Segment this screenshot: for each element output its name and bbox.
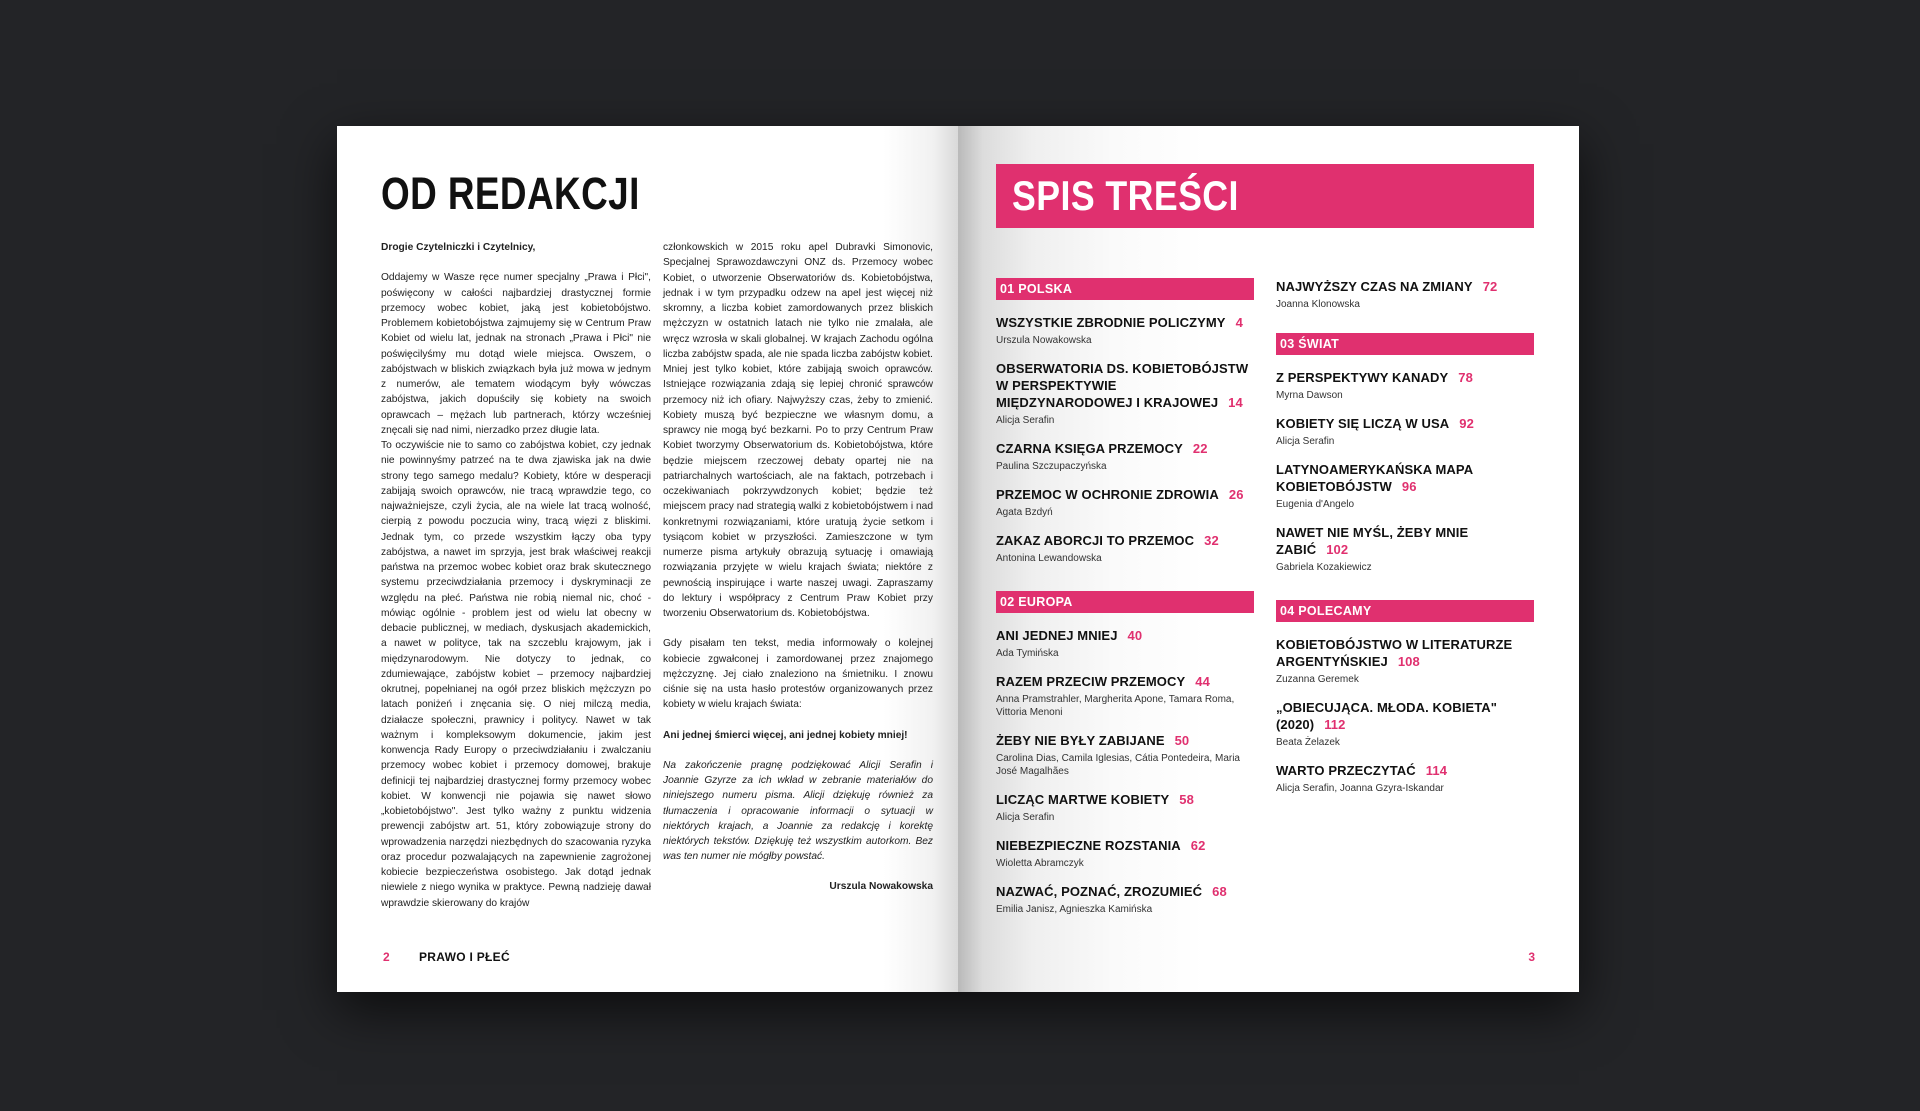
toc-entry-title: NAWET NIE MYŚL, ŻEBY MNIE ZABIĆ bbox=[1276, 525, 1469, 557]
toc-entry-page: 14 bbox=[1228, 395, 1243, 410]
toc-entry-title: OBSERWATORIA DS. KOBIETOBÓJSTW W PERSPEKTYWIE MIĘDZYNARODOWEJ I KRAJOWEJ bbox=[996, 361, 1249, 410]
page-number: 2 bbox=[383, 950, 390, 964]
toc-entry-page: 62 bbox=[1190, 838, 1206, 853]
acknowledgements: Na zakończenie pragnę podziękować Alicji Serafin i Joannie Gzyrze za ich wkład w zebranie materiałów do niniejszego numeru pisma. Alicji dziękuję również za tłumaczenia i opracowanie informacji o sytuacji w niektórych krajach, a Joannie za redakcję i korektę niektórych tekstów. Dziękuję też wszystkim autorkom. Bez was ten numer nie mógłby powstać. bbox=[663, 759, 933, 863]
toc-column-2 bbox=[1276, 278, 1534, 808]
toc-entry-author: Eugenia d'Angelo bbox=[1276, 499, 1355, 510]
toc-entry-title-line bbox=[1276, 699, 1534, 733]
toc-entry-title: NAJWYŻSZY CZAS NA ZMIANY bbox=[1276, 279, 1473, 294]
toc-entry-title: CZARNA KSIĘGA PRZEMOCY bbox=[996, 441, 1183, 456]
toc-entry-title-line bbox=[996, 627, 1254, 644]
toc-entry-title-line bbox=[996, 314, 1254, 331]
toc-entry-author: Beata Żelazek bbox=[1276, 737, 1340, 748]
magazine-spread bbox=[337, 126, 1579, 992]
toc-entry-title-line bbox=[996, 837, 1254, 854]
toc-entry-title: „OBIECUJĄCA. MŁODA. KOBIETA" (2020) bbox=[1276, 700, 1498, 732]
toc-entry-author: Antonina Lewandowska bbox=[996, 553, 1102, 564]
paragraph: To oczywiście nie to samo co zabójstwa kobiet, czy jednak nie powinnyśmy patrzeć na te dwa zjawiska jak na dwie strony tego samego medalu? Kobiety, które w desperacji zabijają swoich oprawców, nie tracą wprawdzie tego, co najważniejsze, czyli życia, ale na wiele lat tracą wolność, cierpią z powodu poczucia winy, tracą więzi z bliskimi. Jednak tym, co przede wszystkim łączy oba typy zabójstwa, a nawet im sprzyja, jest brak właściwej reakcji państwa na przemoc wobec kobiet oraz brak skutecznego systemu przeciwdziałania przemocy i dyskryminacji ze względu na płeć. Państwa nie robią niemal nic, choć - mówiąc ogólnie - problem jest od wielu lat obecny w debacie publicznej, w mediach, dyskusjach akademickich, a nawet w polityce, tak na szczeblu krajowym, jak i międzynarodowym. Nie dotyczy to jednak, co zdumiewające, zabójstw kobiet – przemocy najbardziej okrutnej, popełnianej na ogół przez bliskich mężczyzn po latach poniżeń i znęcania się. O niej milczą media, działacze społeczni, prawnicy i politycy. Nawet w tak ważnym i kompleksowym dokumencie, jakim jest konwencja Rady Europy o przeciwdziałaniu i zwalczaniu przemocy wobec kobiet i przemocy domowej, brakuje definicji tej najbardziej drastycznej formy przemocy wobec kobiet. W konwencji nie pojawia się nawet słowo „kobietobójstwo". Jest tylko ważny z punktu widzenia prewencji zabójstw art. 51, który zobowiązuje strony do wprowadzenia narzędzi niezbędnych do szacowania ryzyka oraz procedur pozwalających na zapewnienie zagrożonej kobiecie bezpieczeństwa osobistego. Jak dotąd jednak niewiele z niego wynika w praktyce. Pewną nadzieję dawał wprawdzie skierowany do krajów bbox=[381, 440, 651, 909]
toc-entry-page: 92 bbox=[1459, 416, 1474, 431]
paragraph: Gdy pisałam ten tekst, media informowały o kolejnej kobiecie zgwałconej i zamordowanej przez znajomego mężczyznę. Jej ciało znaleziono na śmietniku. I znowu ciśnie się na usta hasło protestów organizowanych przez kobiety w wielu krajach świata: bbox=[663, 638, 933, 711]
slogan: Ani jednej śmierci więcej, ani jednej kobiety mniej! bbox=[663, 729, 908, 741]
toc-entry-page: 32 bbox=[1204, 533, 1219, 548]
toc-entry-author: Alicja Serafin bbox=[1276, 436, 1335, 447]
toc-entry-page: 22 bbox=[1192, 441, 1208, 456]
left-page bbox=[337, 126, 958, 992]
toc-entry-title: NIEBEZPIECZNE ROZSTANIA bbox=[996, 838, 1181, 853]
toc-entry-title: Z PERSPEKTYWY KANADY bbox=[1276, 370, 1449, 385]
toc-entry[interactable] bbox=[1276, 415, 1534, 448]
toc-title: SPIS TREŚCI bbox=[1012, 172, 1239, 219]
toc-entry-title: PRZEMOC W OCHRONIE ZDROWIA bbox=[996, 487, 1219, 502]
toc-entry-page: 50 bbox=[1174, 733, 1190, 748]
toc-entry-page: 78 bbox=[1458, 370, 1473, 385]
page-number: 3 bbox=[1528, 950, 1535, 964]
toc-entry[interactable] bbox=[1276, 278, 1534, 311]
toc-entry-title: ŻEBY NIE BYŁY ZABIJANE bbox=[996, 733, 1165, 748]
toc-entry-page: 4 bbox=[1235, 315, 1243, 330]
toc-entry-page: 44 bbox=[1195, 674, 1210, 689]
toc-entry-page: 112 bbox=[1324, 717, 1346, 732]
toc-entry-title: KOBIETY SIĘ LICZĄ W USA bbox=[1276, 416, 1450, 431]
toc-entry-title: WARTO PRZECZYTAĆ bbox=[1276, 763, 1416, 778]
toc-entry-author: Gabriela Kozakiewicz bbox=[1276, 562, 1372, 573]
toc-entry-author: Agata Bzdyń bbox=[996, 507, 1053, 518]
toc-entry-page: 96 bbox=[1401, 479, 1417, 494]
toc-entry-page: 68 bbox=[1212, 884, 1227, 899]
toc-entry-page: 40 bbox=[1127, 628, 1143, 643]
toc-entry-title: LICZĄC MARTWE KOBIETY bbox=[996, 792, 1170, 807]
toc-entry-page: 102 bbox=[1326, 542, 1349, 557]
toc-section-header: 03 ŚWIAT bbox=[1276, 333, 1534, 355]
toc-entry-author: Anna Pramstrahler, Margherita Apone, Tamara Roma, Vittoria Menoni bbox=[996, 694, 1235, 718]
toc-entry-author: Alicja Serafin bbox=[996, 415, 1055, 426]
toc-column-1 bbox=[996, 278, 1254, 929]
toc-entry-title-line bbox=[996, 486, 1254, 503]
toc-entry-author: Ada Tymińska bbox=[996, 648, 1059, 659]
toc-entry[interactable] bbox=[1276, 699, 1534, 749]
toc-entry-title-line bbox=[996, 791, 1254, 808]
toc-entry-author: Alicja Serafin, Joanna Gzyra-Iskandar bbox=[1276, 783, 1444, 794]
toc-entry-title-line bbox=[996, 440, 1254, 457]
toc-entry-page: 114 bbox=[1425, 763, 1448, 778]
right-page bbox=[958, 126, 1579, 992]
toc-entry-author: Joanna Klonowska bbox=[1276, 299, 1360, 310]
toc-entry[interactable] bbox=[996, 360, 1254, 427]
toc-entry-author: Zuzanna Geremek bbox=[1276, 674, 1359, 685]
toc-entry-author: Urszula Nowakowska bbox=[996, 335, 1092, 346]
paragraph: Oddajemy w Wasze ręce numer specjalny „Prawa i Płci", poświęcony w całości najbardziej drastycznej formie przemocy wobec kobiet, jaką jest kobietobójstwo. Problemem kobietobójstwa zajmujemy się w Centrum Praw Kobiet od wielu lat, jednak na stronach „Prawa i Płci" nie poświęcilyśmy mu dotąd wiele miejsca. Owszem, o zabójstwach w bliskich związkach była już mowa w jednym z numerów, ale tematem wiodącym były wówczas zabójstwa, jakich dopuściły się kobiety na swoich oprawcach – mężach lub partnerach, którzy wcześniej znęcali się nad nimi, nierzadko przez długie lata. bbox=[381, 272, 651, 436]
toc-entry[interactable] bbox=[996, 791, 1254, 824]
toc-entry-title-line bbox=[996, 883, 1254, 900]
toc-entry[interactable] bbox=[1276, 369, 1534, 402]
toc-entry-title-line bbox=[1276, 369, 1534, 386]
text-column-1 bbox=[381, 240, 651, 911]
toc-entry-author: Carolina Dias, Camila Iglesias, Cátia Pontedeira, Maria José Magalhães bbox=[996, 753, 1240, 777]
toc-section-header: 02 EUROPA bbox=[996, 591, 1254, 613]
toc-entry-title-line bbox=[1276, 461, 1534, 495]
toc-entry-author: Myrna Dawson bbox=[1276, 390, 1343, 401]
toc-entry-page: 58 bbox=[1179, 792, 1194, 807]
toc-entry-title-line bbox=[996, 673, 1254, 690]
toc-entry-page: 72 bbox=[1482, 279, 1498, 294]
signature: Urszula Nowakowska bbox=[829, 880, 933, 892]
greeting: Drogie Czytelniczki i Czytelnicy, bbox=[381, 242, 536, 253]
toc-entry-page: 26 bbox=[1228, 487, 1244, 502]
toc-section-header: 01 POLSKA bbox=[996, 278, 1254, 300]
toc-entry-author: Alicja Serafin bbox=[996, 812, 1055, 823]
toc-entry-title: ANI JEDNEJ MNIEJ bbox=[996, 628, 1118, 643]
toc-entry[interactable] bbox=[996, 314, 1254, 347]
toc-entry-title-line bbox=[1276, 415, 1534, 432]
toc-entry-title-line bbox=[996, 732, 1254, 749]
toc-entry-title-line bbox=[1276, 278, 1534, 295]
toc-entry-title: LATYNOAMERYKAŃSKA MAPA KOBIETOBÓJSTW bbox=[1276, 462, 1473, 494]
toc-entry[interactable] bbox=[996, 532, 1254, 565]
page-title: OD REDAKCJI bbox=[381, 168, 640, 219]
toc-entry-title: RAZEM PRZECIW PRZEMOCY bbox=[996, 674, 1186, 689]
toc-entry-page: 108 bbox=[1397, 654, 1420, 669]
toc-entry[interactable] bbox=[1276, 461, 1534, 511]
toc-entry-title: WSZYSTKIE ZBRODNIE POLICZYMY bbox=[996, 315, 1226, 330]
toc-entry-title-line bbox=[996, 360, 1254, 411]
toc-entry-title: ZAKAZ ABORCJI TO PRZEMOC bbox=[996, 533, 1195, 548]
toc-entry-title-line bbox=[1276, 524, 1534, 558]
toc-entry-author: Emilia Janisz, Agnieszka Kamińska bbox=[996, 904, 1153, 915]
toc-entry-title-line bbox=[1276, 636, 1534, 670]
toc-entry-title: KOBIETOBÓJSTWO W LITERATURZE ARGENTYŃSKIEJ bbox=[1276, 637, 1513, 669]
toc-entry-title-line bbox=[1276, 762, 1534, 779]
toc-entry[interactable] bbox=[996, 732, 1254, 778]
toc-entry[interactable] bbox=[996, 486, 1254, 519]
toc-entry[interactable] bbox=[996, 627, 1254, 660]
toc-entry-title-line bbox=[996, 532, 1254, 549]
toc-title-banner bbox=[996, 164, 1534, 228]
toc-entry[interactable] bbox=[1276, 636, 1534, 686]
text-column-2 bbox=[663, 240, 933, 894]
toc-entry[interactable] bbox=[996, 440, 1254, 473]
toc-entry[interactable] bbox=[996, 883, 1254, 916]
toc-entry[interactable] bbox=[996, 673, 1254, 719]
toc-entry-author: Wioletta Abramczyk bbox=[996, 858, 1084, 869]
toc-entry[interactable] bbox=[1276, 524, 1534, 574]
paragraph: członkowskich w 2015 roku apel Dubravki Simonovic, Specjalnej Sprawozdawczyni ONZ ds. Przemocy wobec Kobiet, o utworzenie Obserwatoriów ds. Kobietobójstwa, jednak i w tym przypadku odzew na apel jest więcej niż skromny, a liczba kobiet zamordowanych przez bliskich mężczyzn w ostatnich latach nie tylko nie zmalała, ale wręcz wzrosła w skali globalnej. W krajach Zachodu ogólna liczba zabójstw spada, ale nie spada liczba zabójstw kobiet. Mniej jest tylko kobiet, które zabijają swoich oprawców. Istniejące rozwiązania zdają się lepiej chronić sprawców przemocy niż ich ofiary. Najwyższy czas, żeby to zmienić. Kobiety muszą być bezpieczne we własnym domu, a sprawcy nie mogą być bezkarni. Po to przy Centrum Praw Kobiet tworzymy Obserwatorium ds. Kobietobójstwa, które będzie miejscem rzeczowej debaty opartej nie na patriarchalnych wartościach, ale na faktach, potrzebach i oczekiwaniach pokrzywdzonych kobiet; będzie też miejscem pracy nad strategią walki z kobietobójstwem i nad konkretnymi rozwiązaniami, które uratują życie setkom i tysiącom kobiet w przyszłości. Zamieszczone w tym numerze pisma artykuły obrazują sytuację i omawiają rozwiązania przyjęte w wielu krajach świata; niektóre z pewnością inspirujące i warte naszej uwagi. Zapraszamy do lektury i współpracy z Centrum Praw Kobiet przy tworzeniu Obserwatorium ds. Kobietobójstwa. bbox=[663, 242, 933, 619]
running-head: PRAWO I PŁEĆ bbox=[419, 950, 510, 964]
toc-section-header: 04 POLECAMY bbox=[1276, 600, 1534, 622]
toc-entry-author: Paulina Szczupaczyńska bbox=[996, 461, 1107, 472]
toc-entry-title: NAZWAĆ, POZNAĆ, ZROZUMIEĆ bbox=[996, 884, 1203, 899]
toc-entry[interactable] bbox=[996, 837, 1254, 870]
toc-entry[interactable] bbox=[1276, 762, 1534, 795]
